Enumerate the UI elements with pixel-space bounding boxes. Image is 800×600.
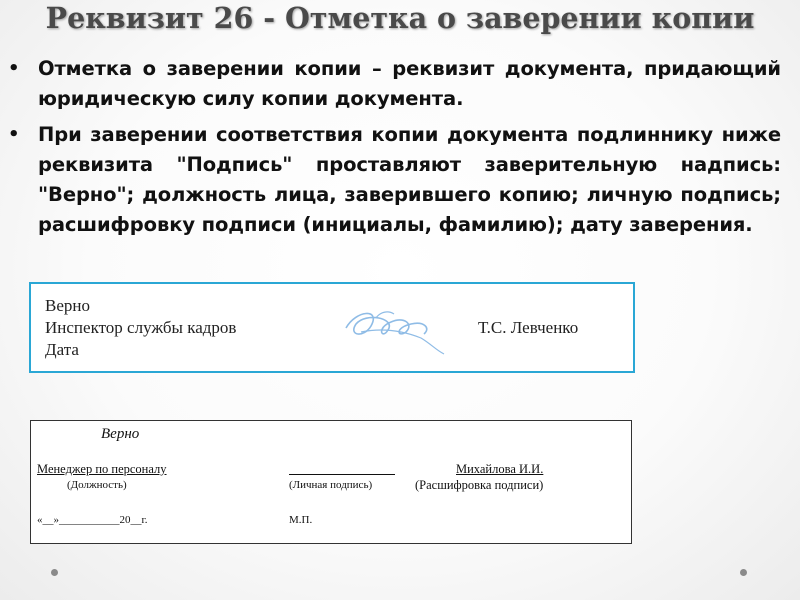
bullet-item [8, 120, 781, 240]
slide-dot-left [51, 569, 58, 576]
example1-name: Т.С. Левченко [478, 318, 579, 337]
slide-dot-right [740, 569, 747, 576]
example-certification-1 [29, 282, 635, 373]
bullet-list [8, 54, 781, 246]
example1-verno: Верно [45, 296, 90, 315]
example2-stamp: М.П. [289, 514, 313, 526]
bullet-icon: • [8, 124, 20, 145]
example2-name-caption: (Расшифровка подписи) [415, 478, 544, 492]
example2-position-caption: (Должность) [67, 479, 127, 491]
slide-title: Реквизит 26 - Отметка о заверении копии [45, 1, 755, 35]
example1-date: Дата [45, 340, 79, 359]
example2-name: Михайлова И.И. [456, 462, 544, 476]
bullet-item [8, 54, 781, 114]
example2-verno: Верно [101, 426, 140, 442]
example2-position: Менеджер по персоналу [37, 462, 167, 476]
bullet-icon: • [8, 58, 20, 79]
handwritten-signature [336, 298, 456, 358]
bullet-text: При заверении соответствия копии документа подлиннику ниже реквизита "Подпись" проставляют заверительную надпись: "Верно"; должность лица, заверившего копию; личную подпись; расшифровку подписи (инициалы, фамилию); дату заверения. [38, 123, 781, 236]
bullet-text: Отметка о заверении копии – реквизит документа, придающий юридическую силу копии документа. [38, 57, 781, 110]
example1-position: Инспектор службы кадров [45, 318, 237, 337]
example-certification-2 [30, 420, 632, 544]
example2-date-line: «__»___________20__г. [37, 514, 148, 526]
signature-line [289, 474, 395, 475]
example2-signature-caption: (Личная подпись) [289, 479, 373, 491]
